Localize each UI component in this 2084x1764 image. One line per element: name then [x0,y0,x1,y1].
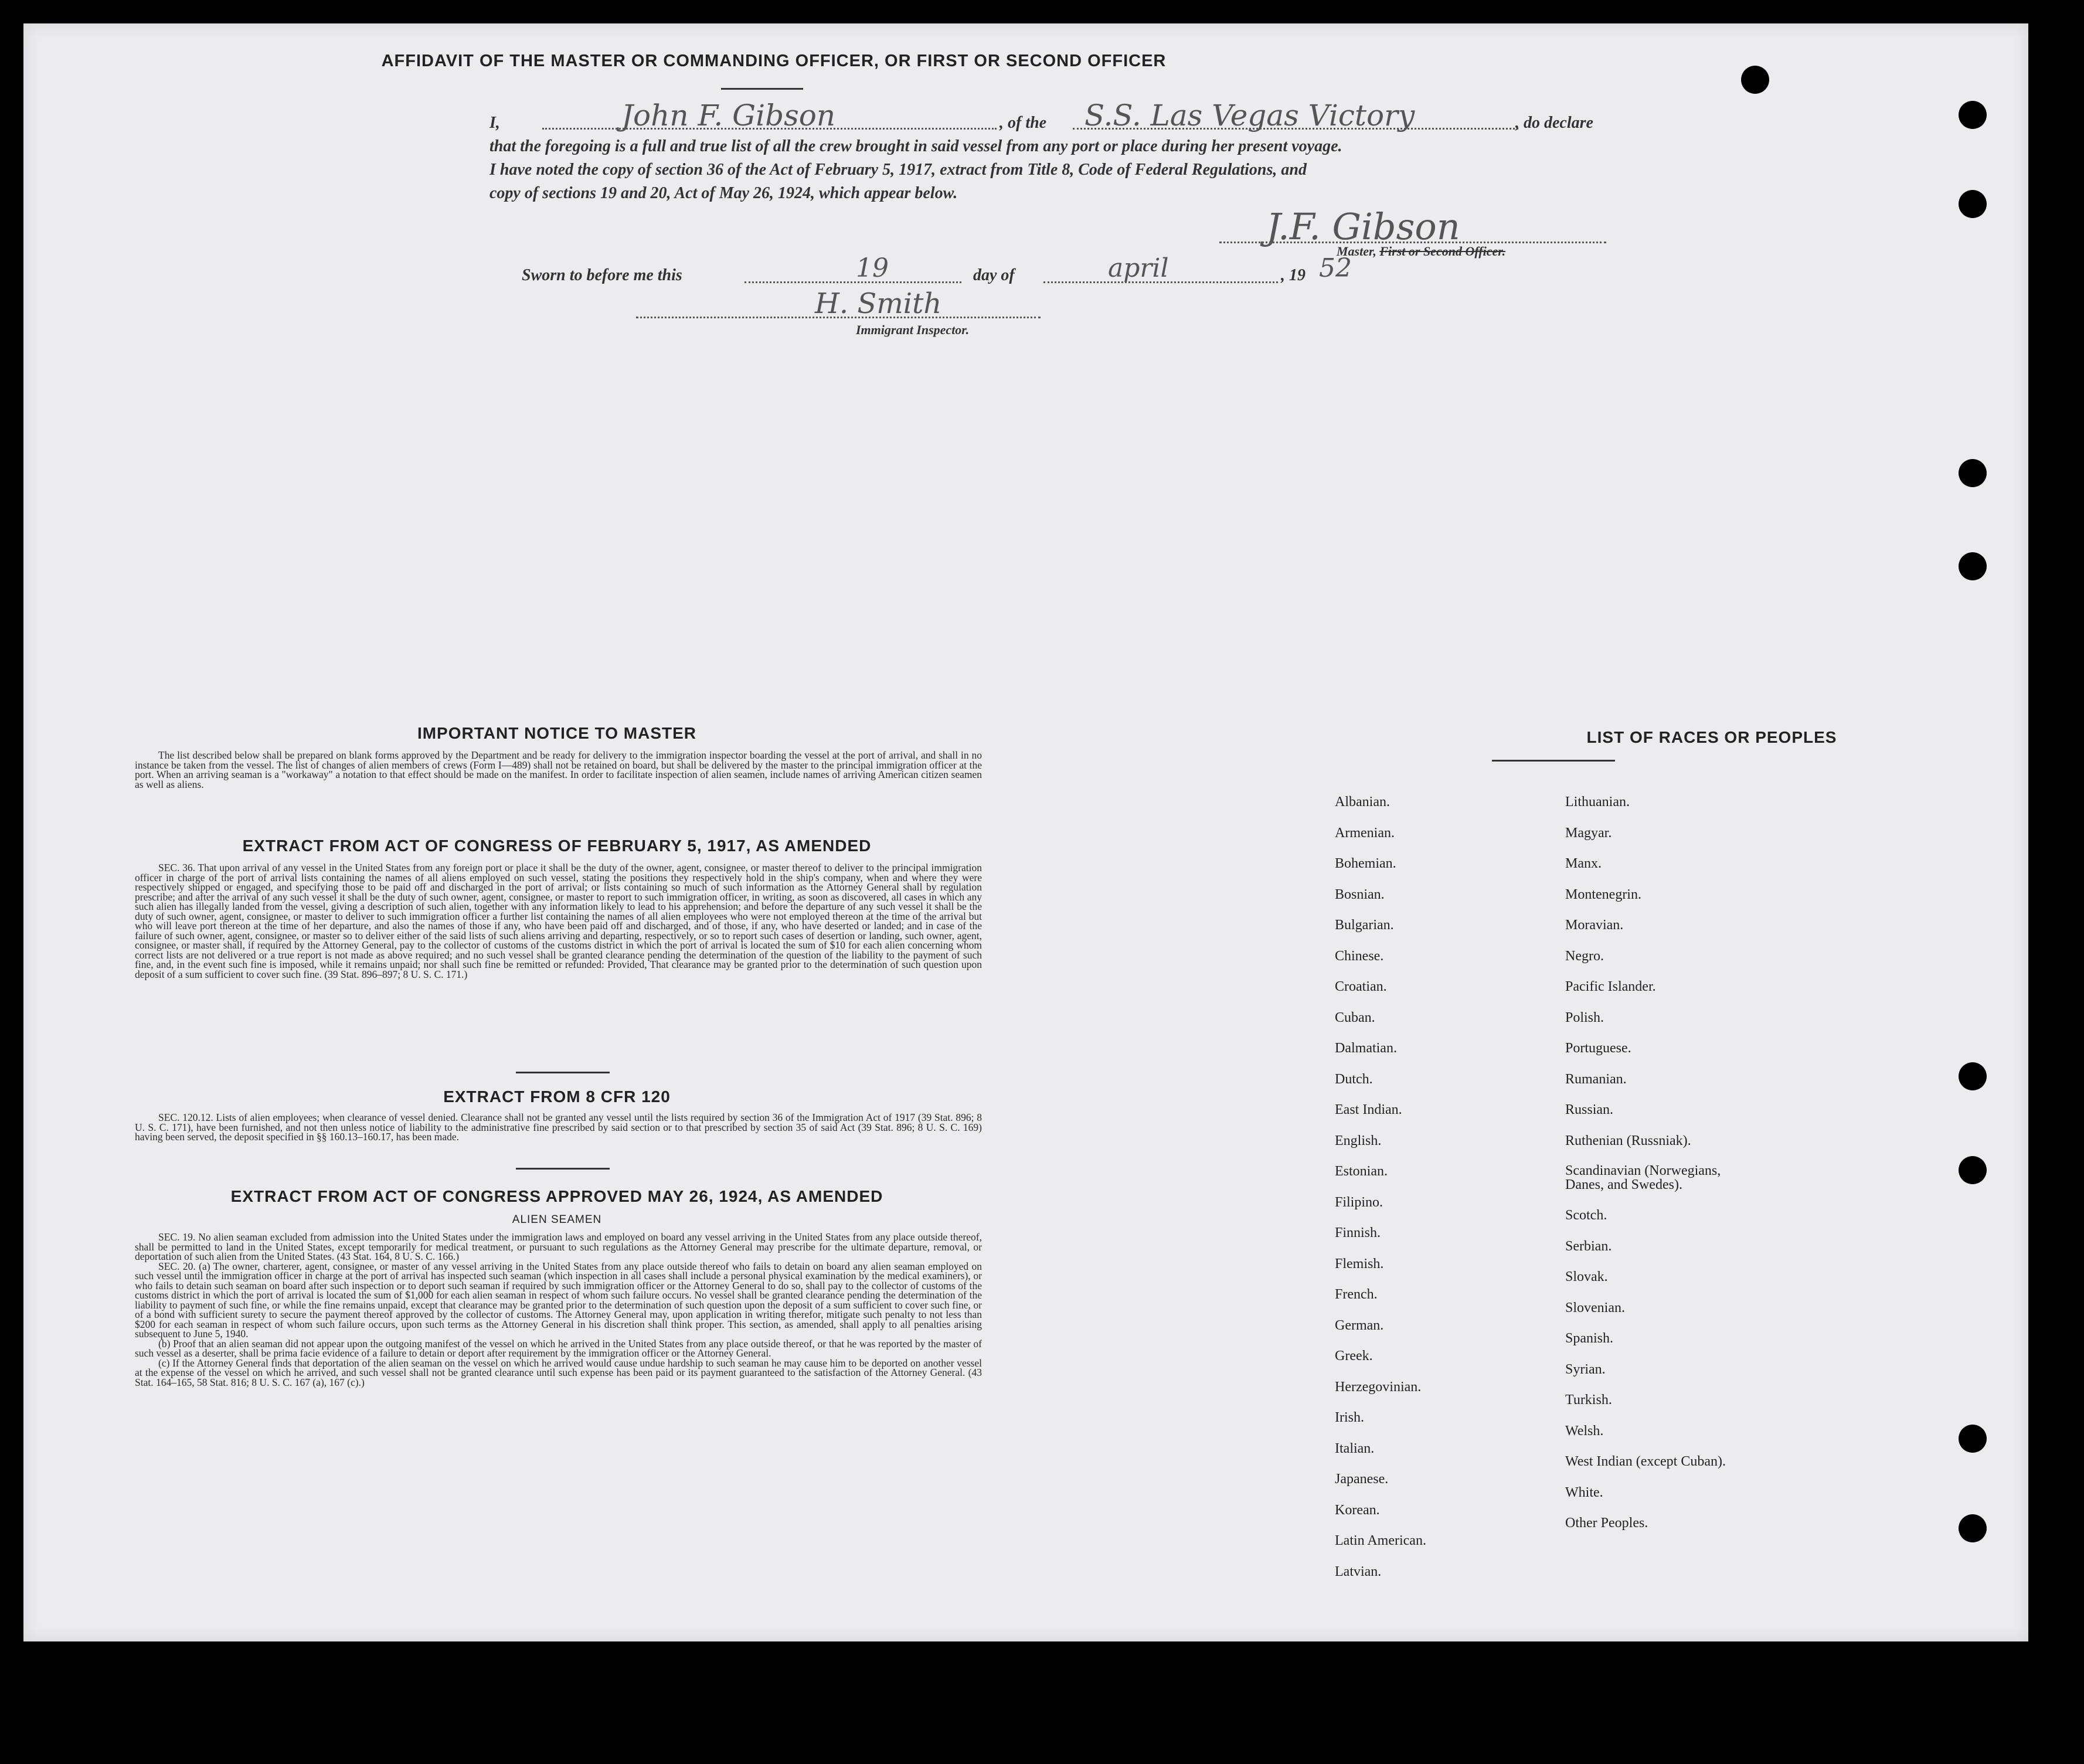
binder-hole [1959,101,1987,129]
race-item-left-22: Italian. [1335,1440,1375,1456]
binder-hole [1959,190,1987,218]
race-item-right-4: Montenegrin. [1565,886,1641,902]
race-item-right-3: Manx. [1565,856,1602,871]
binder-hole [1959,1062,1987,1090]
race-item-right-1: Lithuanian. [1565,794,1630,810]
race-item-right-20: Turkish. [1565,1392,1612,1408]
day-of-label: day of [973,266,1015,284]
binder-hole [1959,1425,1987,1453]
race-item-right-10: Rumanian. [1565,1071,1627,1087]
race-item-right-18: Spanish. [1565,1331,1614,1346]
race-item-right-21: Welsh. [1565,1423,1604,1439]
race-item-right-15: Serbian. [1565,1238,1612,1254]
extract-cfr-paragraph: SEC. 120.12. Lists of alien employees; when clearance of vessel denied. Clearance shall not be granted any vessel until the lists required by section 36 of the Immigration Act of 1917 (39 Stat. 896; 8 U. S. C. 171), have been furnished, and not then unless notice of liability to the administrative fine prescribed by said section or to that prescribed by section 35 of said Act (39 Stat. 896; 8 U. S. C. 169) having been served, the deposit specified in §§ 160.13–160.17, has been made. [135,1112,982,1143]
affidavit-line-4: copy of sections 19 and 20, Act of May 26, 1924, which appear below. [489,184,958,202]
race-item-left-8: Cuban. [1335,1010,1375,1025]
signature-label [1337,244,1505,259]
race-item-right-13: Scandinavian (Norwegians, Danes, and Swedes). [1565,1163,1721,1192]
race-item-right-17: Slovenian. [1565,1300,1625,1316]
year-suffix: 52 [1319,253,1352,283]
race-item-left-19: Greek. [1335,1348,1373,1364]
race-item-left-13: Estonian. [1335,1164,1388,1179]
race-item-right-7: Pacific Islander. [1565,979,1656,994]
race-item-right-5: Moravian. [1565,917,1624,933]
race-item-right-11: Russian. [1565,1102,1614,1117]
race-item-left-23: Japanese. [1335,1471,1389,1487]
notice-text [135,750,982,789]
races-title: LIST OF RACES OR PEOPLES [1586,728,1837,746]
section-rule-1 [516,1072,610,1073]
sworn-day: 19 [856,253,889,283]
vessel-name: S.S. Las Vegas Victory [1085,98,1415,132]
race-item-left-12: English. [1335,1133,1382,1148]
extract-1917-paragraph: SEC. 36. That upon arrival of any vessel in the United States from any foreign port or place it shall be the duty of the owner, agent, consignee, or master thereof to deliver to the principal immigration officer in charge of the port of arrival lists containing the names of all aliens employed on such vessel, stating the positions they respectively hold in the ship's company, when and where they were respectively shipped or engaged, and specifying those to be paid off and discharged in the port of arrival; or lists containing so much of such information as the Attorney General shall by regulation prescribe; and after the arrival of any such vessel it shall be the duty of such owner, agent, consignee, or master to report to such immigration officer, in writing, as soon as discovered, all cases in which any such alien has illegally landed from the vessel, giving a description of such alien, together with any information likely to lead to his apprehension; and before the departure of any such vessel it shall be the duty of such owner, agent, consignee, or master to deliver to such immigration officer a further list containing the names of all alien employees who were not employed thereon at the time of the arrival but who will leave port thereon at the time of her departure, and also the names of those if any, who have been paid off and discharged, and of those, if any, who have deserted or landed; and in case of the failure of such owner, agent, consignee, or master so to deliver either of the said lists of such aliens arriving and departing, respectively, or so to report such cases of desertion or landing, such owner, agent, consignee, or master shall, if required by the Attorney General, pay to the collector of customs of the customs district in which the port of arrival is located the sum of $10 for each alien concerning whom correct lists are not delivered or a true report is not made as above required; and no such vessel shall be granted clearance pending the determination of the question of the liability to the payment of such fine, and, in the event such fine is imposed, while it remains unpaid; nor shall such fine be remitted or refunded: Provided, That clearance may be granted prior to the determination of such question upon deposit of a sum sufficient to cover such fine. (39 Stat. 896–897; 8 U. S. C. 171.) [135,862,982,980]
race-item-left-15: Finnish. [1335,1225,1381,1240]
binder-hole [1959,1514,1987,1542]
document-page [23,23,2028,1641]
race-item-left-4: Bosnian. [1335,886,1385,902]
binder-hole [1741,66,1769,94]
race-item-left-25: Latin American. [1335,1533,1426,1548]
race-item-left-26: Latvian. [1335,1564,1382,1579]
race-item-left-7: Croatian. [1335,979,1387,994]
extract-1924-subtitle: ALIEN SEAMEN [512,1214,602,1226]
race-item-left-18: German. [1335,1317,1384,1333]
of-the-label: , of the [999,114,1047,132]
inspector-label: Immigrant Inspector. [856,322,970,337]
extract-1924-text [135,1232,982,1387]
race-item-right-19: Syrian. [1565,1361,1606,1377]
binder-hole [1959,552,1987,580]
sec-20b-paragraph: (b) Proof that an alien seaman did not appear upon the outgoing manifest of the vessel on which he arrived in the United States from any place outside thereof, or that he was reported by the master of such vessel as a deserter, shall be prima facie evidence of a failure to detain or deport after requirement by the immigration officer or the Attorney General. [135,1337,982,1359]
affidavit-line-3: I have noted the copy of section 36 of the Act of February 5, 1917, extract from Title 8, Code of Federal Regulations, and [489,161,1307,179]
race-item-right-12: Ruthenian (Russniak). [1565,1133,1691,1148]
race-item-right-9: Portuguese. [1565,1041,1631,1056]
race-item-left-24: Korean. [1335,1502,1380,1518]
affidavit-pronoun: I, [489,114,500,132]
race-item-left-10: Dutch. [1335,1071,1373,1087]
sec-20c-paragraph: (c) If the Attorney General finds that deportation of the alien seaman on the vessel on which he arrived would cause undue hardship to such seaman he may cause him to be deported on another vessel at the expense of the vessel on which he arrived, and such vessel shall not be granted clearance until such expense has been paid or its payment guaranteed to the satisfaction of the Attorney General. (43 Stat. 164–165, 58 Stat. 816; 8 U. S. C. 167 (a), 167 (c).) [135,1357,982,1388]
race-item-left-3: Bohemian. [1335,856,1396,871]
binder-hole [1959,459,1987,487]
race-item-right-23: White. [1565,1484,1603,1500]
race-item-right-24: Other Peoples. [1565,1515,1648,1531]
day-underline [744,281,961,283]
sec-19-paragraph: SEC. 19. No alien seaman excluded from admission into the United States under the immigration laws and employed on board any vessel arriving in the United States from any place outside thereof, shall be permitted to land in the United States, except temporarily for medical treatment, or pursuant to such regulations as the Attorney General may prescribe for the ultimate departure, removal, or deportation of such alien from the United States. (43 Stat. 164, 8 U. S. C. 166.) [135,1231,982,1262]
sworn-month: april [1108,253,1169,283]
title-rule [721,88,803,90]
notice-title: IMPORTANT NOTICE TO MASTER [417,724,697,742]
extract-cfr-text [135,1113,982,1142]
affidavit-title: AFFIDAVIT OF THE MASTER OR COMMANDING OFFICER, OR FIRST OR SECOND OFFICER [381,52,1167,70]
race-item-left-16: Flemish. [1335,1256,1384,1272]
race-item-right-14: Scotch. [1565,1208,1607,1223]
signature-label-master: Master, [1337,244,1376,259]
race-item-left-20: Herzegovinian. [1335,1379,1422,1395]
sec-20a-paragraph: SEC. 20. (a) The owner, charterer, agent, consignee, or master of any vessel arriving in the United States from any place outside thereof who fails to detain on board any alien seaman employed on such vessel until the immigration officer in charge at the port of arrival has inspected such seaman (which inspection in all cases shall include a personal physical examination by the medical examiners), or who fails to detain such seaman on board after such inspection or to deport such seaman if required by such immigration officer or the Attorney General to do so, shall pay to the collector of customs of the customs district in which the port of arrival is located the sum of $1,000 for each alien seaman in respect of whom such failure occurs. No vessel shall be granted clearance pending the determination of the liability to payment of such fine, or while the fine remains unpaid, except that clearance may be granted prior to the determination of such question upon the deposit of a sum sufficient to cover such fine, or of a bond with sufficient surety to secure the payment thereof approved by the collector of customs. The Attorney General may, upon application in writing therefor, mitigate such penalty to not less than $200 for each seaman in respect of whom such failure occurs, upon such terms as the Attorney General in his discretion shall think proper. This section, as amended, shall apply to all penalties arising subsequent to June 5, 1940. [135,1260,982,1340]
races-rule [1492,760,1615,762]
extract-cfr-title: EXTRACT FROM 8 CFR 120 [443,1087,671,1106]
race-item-left-11: East Indian. [1335,1102,1402,1117]
sworn-prefix: Sworn to before me this [522,266,682,284]
race-item-right-22: West Indian (except Cuban). [1565,1454,1726,1469]
race-item-left-21: Irish. [1335,1410,1364,1425]
race-item-left-1: Albanian. [1335,794,1390,810]
signature-label-struck: First or Second Officer. [1379,244,1506,259]
year-prefix: , 19 [1281,266,1306,284]
section-rule-2 [516,1168,610,1170]
master-signature: J.F. Gibson [1266,205,1460,248]
race-item-left-14: Filipino. [1335,1194,1383,1210]
race-item-right-8: Polish. [1565,1010,1604,1025]
declarant-name: John F. Gibson [621,98,836,132]
race-item-left-5: Bulgarian. [1335,917,1394,933]
notice-paragraph: The list described below shall be prepared on blank forms approved by the Department and be ready for delivery to the immigration inspector boarding the vessel at the port of arrival, and shall in no instance be taken from the vessel. The list of changes of alien members of crews (Form I—489) shall not be retained on board, but shall be delivered by the master to the principal immigration officer at the port. When an arriving seaman is a "workaway" a notation to that effect should be made on the manifest. In order to facilitate inspection of alien seamen, include names of arriving American citizen seamen as well as aliens. [135,749,982,790]
extract-1924-title: EXTRACT FROM ACT OF CONGRESS APPROVED MAY 26, 1924, AS AMENDED [230,1187,883,1205]
extract-1917-text [135,863,982,979]
binder-hole [1959,1156,1987,1184]
extract-1917-title: EXTRACT FROM ACT OF CONGRESS OF FEBRUARY 5, 1917, AS AMENDED [242,837,872,855]
race-item-left-6: Chinese. [1335,948,1384,964]
race-item-right-16: Slovak. [1565,1269,1608,1284]
affidavit-line-2: that the foregoing is a full and true list of all the crew brought in said vessel from any port or place during her present voyage. [489,137,1342,155]
race-item-left-17: French. [1335,1287,1378,1302]
race-item-left-9: Dalmatian. [1335,1041,1397,1056]
do-declare-label: , do declare [1515,114,1593,132]
race-item-left-2: Armenian. [1335,825,1395,841]
race-item-right-2: Magyar. [1565,825,1612,841]
race-item-right-6: Negro. [1565,948,1604,964]
inspector-signature: H. Smith [815,287,942,320]
